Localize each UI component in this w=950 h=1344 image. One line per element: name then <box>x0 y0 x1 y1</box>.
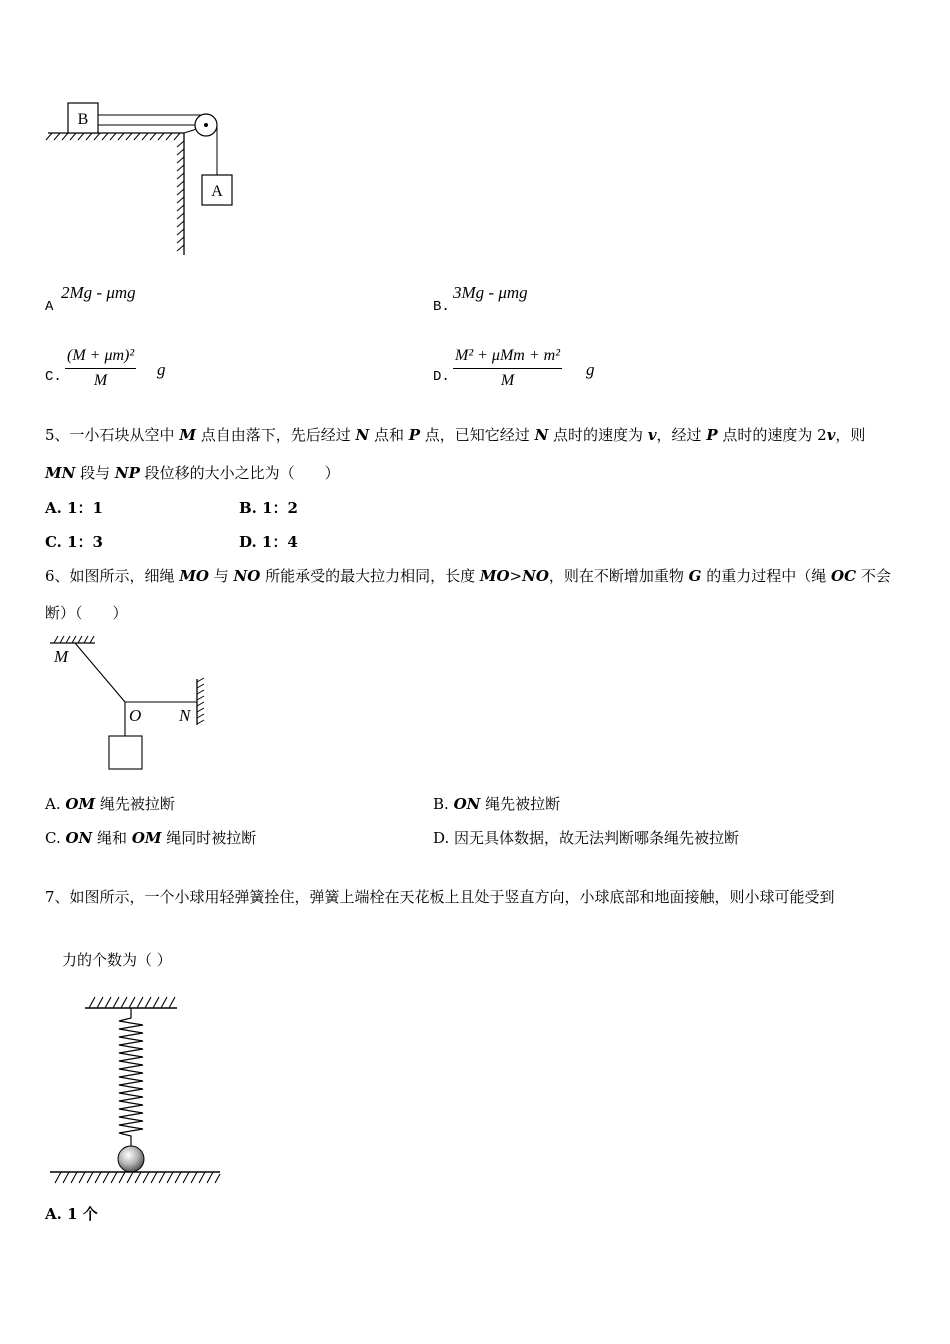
fraction-denominator: M <box>93 372 108 389</box>
q5-stem-line2: MN 段与 NP 段位移的大小之比为（ ） <box>45 464 340 482</box>
q6-stem-line2: 断）（ ） <box>45 604 128 622</box>
option-expression: 2Mg - μmg <box>61 283 136 302</box>
q5-stem-line1: 5、一小石块从空中 M 点自由落下，先后经过 N 点和 P 点，已知它经过 N 点时的速度为 v，经过 P 点时的速度为 2v，则 <box>45 426 866 444</box>
fraction-tail: g <box>157 360 166 379</box>
spring-ball-figure <box>45 990 225 1190</box>
q6-stem-line1: 6、如图所示，细绳 MO 与 NO 所能承受的最大拉力相同，长度 MO>NO，则在不断增加重物 G 的重力过程中（绳 OC 不会 <box>45 567 891 585</box>
q6-option-d: D. 因无具体数据，故无法判断哪条绳先被拉断 <box>433 829 740 847</box>
point-o-label: O <box>129 706 142 725</box>
option-label: C. <box>45 369 62 385</box>
fraction-denominator: M <box>500 372 515 389</box>
fraction-numerator: (M + μm)² <box>65 344 136 369</box>
q7-stem-line1: 7、如图所示，一个小球用轻弹簧拴住，弹簧上端栓在天花板上且处于竖直方向，小球底部和地面接触，则小球可能受到 <box>45 888 835 906</box>
option-label: A <box>45 299 54 315</box>
q6-option-a: A. OM 绳先被拉断 <box>45 795 175 813</box>
rope-figure <box>45 632 215 777</box>
q6-option-b: B. ON 绳先被拉断 <box>433 795 561 813</box>
q5-option-b: B. 1：2 <box>239 499 298 517</box>
q7-stem-line2: 力的个数为（ ） <box>62 951 172 969</box>
q5-option-c: C. 1：3 <box>45 533 103 551</box>
point-n-label: N <box>179 706 191 725</box>
fraction-numerator: M² + μMm + m² <box>453 344 562 369</box>
q7-option-a: A. 1 个 <box>45 1205 98 1223</box>
block-a-label: A <box>211 183 223 200</box>
fraction-tail: g <box>586 360 595 379</box>
option-expression: 3Mg - μmg <box>453 283 528 302</box>
q6-option-c: C. ON 绳和 OM 绳同时被拉断 <box>45 829 257 847</box>
option-label: D. <box>433 369 450 385</box>
q5-option-a: A. 1：1 <box>45 499 103 517</box>
block-b-label: B <box>77 111 89 128</box>
point-m-label: M <box>54 647 69 666</box>
option-label: B. <box>433 299 450 315</box>
q5-option-d: D. 1：4 <box>239 533 298 551</box>
pulley-figure <box>40 95 250 260</box>
